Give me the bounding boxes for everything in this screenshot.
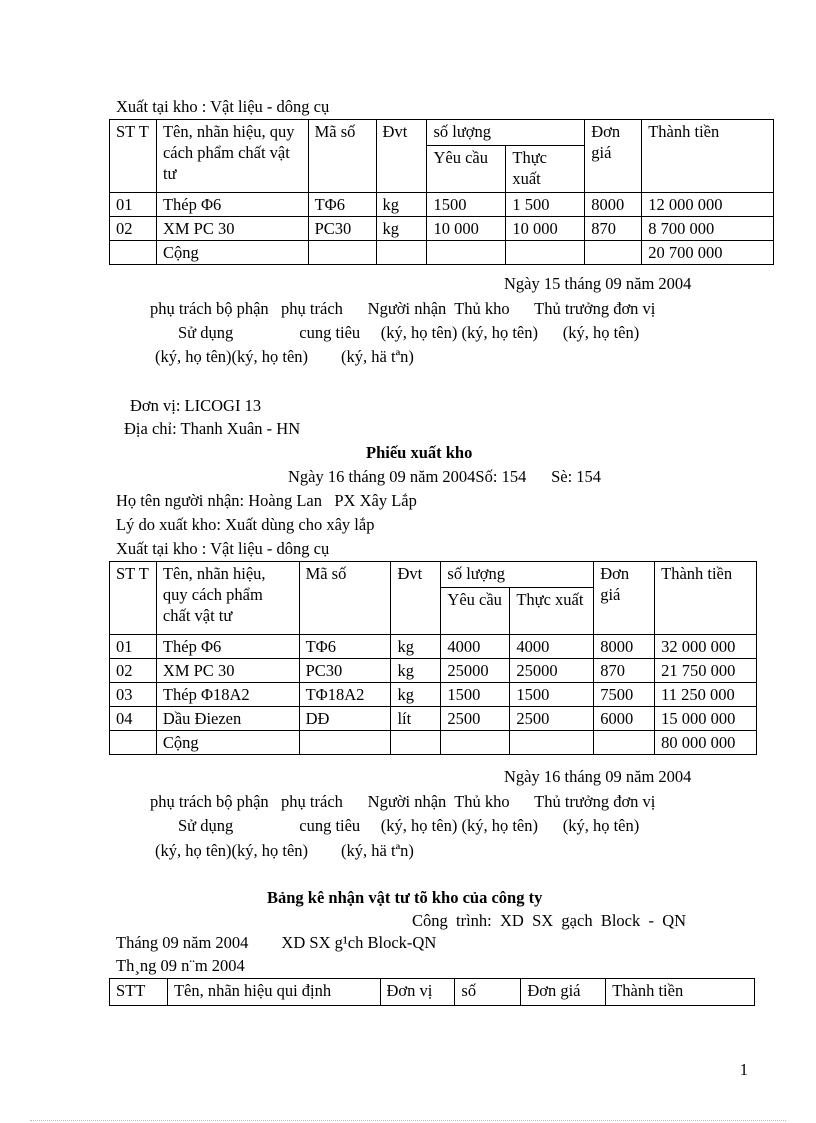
page-number: 1 [739, 1060, 748, 1079]
s1-th-dongia: Đơn giá [585, 120, 642, 193]
s2-th-dongia: Đơn giá [594, 562, 655, 635]
s1-date: Ngày 15 tháng 09 năm 2004 [504, 274, 692, 293]
cell-stt: 01 [110, 193, 157, 217]
s2-date-line: Ngày 16 tháng 09 năm 2004Số: 154 Sè: 154 [288, 467, 602, 486]
s2-th-thanhtien: Thành tiền [655, 562, 757, 635]
s2-nguoi-nhan: Họ tên người nhận: Hoàng Lan PX Xây Lắp [116, 491, 417, 510]
s2-th-ma: Mã số [299, 562, 391, 635]
cell-tx: 1500 [510, 683, 594, 707]
cell-tx: 10 000 [506, 217, 585, 241]
cell-yc [441, 731, 510, 755]
cell-dg [594, 731, 655, 755]
cell-yc: 2500 [441, 707, 510, 731]
cell-stt: 03 [110, 683, 157, 707]
cell-yc: 1500 [441, 683, 510, 707]
s3-th-so: số [455, 979, 521, 1006]
cell-tx [510, 731, 594, 755]
s1-th-ten: Tên, nhãn hiệu, quy cách phẩm chất vật tư [156, 120, 308, 193]
cell-tt: 15 000 000 [655, 707, 757, 731]
cell-tt: 21 750 000 [655, 659, 757, 683]
s2-sig-line1: phụ trách bộ phận phụ trách Người nhận Thủ kho Thủ trưởng đơn vị [150, 792, 656, 811]
s2-th-yeucau: Yêu cầu [441, 588, 510, 635]
table-row [110, 683, 757, 707]
s1-th-ma: Mã số [308, 120, 376, 193]
s1-table [109, 119, 774, 265]
cell-ten: Dầu Điezen [156, 707, 299, 731]
s2-th-thucxuat: Thực xuất [510, 588, 594, 635]
cell-dvt [391, 731, 441, 755]
cell-ma [308, 241, 376, 265]
cell-ma: TΦ6 [308, 193, 376, 217]
s2-date: Ngày 16 tháng 09 năm 2004 [504, 767, 692, 786]
cell-stt: 02 [110, 659, 157, 683]
cell-ten: Thép Φ6 [156, 635, 299, 659]
table-row [110, 659, 757, 683]
cell-tx: 1 500 [506, 193, 585, 217]
cell-ten: Thép Φ6 [156, 193, 308, 217]
cell-tt: 20 700 000 [642, 241, 774, 265]
cell-tx: 25000 [510, 659, 594, 683]
s1-th-thucxuat: Thực xuất [506, 146, 585, 193]
s2-th-stt: ST T [110, 562, 157, 635]
cell-stt: 01 [110, 635, 157, 659]
table-row [110, 217, 774, 241]
s2-sig-line3: (ký, họ tên)(ký, họ tên) (ký, hä tªn) [155, 841, 414, 860]
s2-title: Phiếu xuất kho [366, 443, 473, 462]
table-row [110, 707, 757, 731]
cell-dg: 870 [585, 217, 642, 241]
s3-title: Bảng kê nhận vật tư tõ kho của công ty [267, 888, 543, 907]
cell-stt [110, 241, 157, 265]
cell-yc: 4000 [441, 635, 510, 659]
cell-tt: 12 000 000 [642, 193, 774, 217]
cell-dvt: kg [376, 217, 427, 241]
cell-dvt [376, 241, 427, 265]
s2-th-ten: Tên, nhãn hiệu, quy cách phẩm chất vật tư [156, 562, 299, 635]
cell-stt: 02 [110, 217, 157, 241]
cell-tt: 80 000 000 [655, 731, 757, 755]
cell-dg: 870 [594, 659, 655, 683]
s1-th-soluong: số lượng [427, 120, 585, 146]
cell-ma: PC30 [299, 659, 391, 683]
s3-th-donvi: Đơn vị [380, 979, 455, 1006]
s2-th-dvt: Đvt [391, 562, 441, 635]
s1-xuat-tai-kho: Xuất tại kho : Vật liệu - dông cụ [116, 97, 330, 116]
table-row [110, 193, 774, 217]
cell-dg: 6000 [594, 707, 655, 731]
s1-sig-line1: phụ trách bộ phận phụ trách Người nhận Thủ kho Thủ trưởng đơn vị [150, 299, 656, 318]
s2-ly-do: Lý do xuất kho: Xuất dùng cho xây lắp [116, 515, 375, 534]
s3-thang2: Th¸ng 09 n¨m 2004 [116, 956, 245, 975]
cell-dg: 7500 [594, 683, 655, 707]
cell-ten: XM PC 30 [156, 659, 299, 683]
s1-th-yeucau: Yêu cầu [427, 146, 506, 193]
cell-dg: 8000 [585, 193, 642, 217]
s1-th-dvt: Đvt [376, 120, 427, 193]
s1-sig-line2: Sử dụng cung tiêu (ký, họ tên) (ký, họ tên) (ký, họ tên) [178, 323, 640, 342]
cell-tx: 4000 [510, 635, 594, 659]
s1-th-thanhtien: Thành tiền [642, 120, 774, 193]
cell-dg [585, 241, 642, 265]
cell-dvt: kg [391, 635, 441, 659]
s3-th-stt: STT [110, 979, 168, 1006]
s3-th-dongia: Đơn giá [521, 979, 606, 1006]
cell-dvt: lít [391, 707, 441, 731]
s2-table [109, 561, 757, 755]
cell-ma: PC30 [308, 217, 376, 241]
cell-tt: 11 250 000 [655, 683, 757, 707]
cell-dvt: kg [391, 659, 441, 683]
s2-th-soluong: số lượng [441, 562, 594, 588]
s2-dia-chi: Địa chỉ: Thanh Xuân - HN [124, 419, 301, 438]
s3-th-thanhtien: Thành tiền [606, 979, 755, 1006]
cell-ten: Thép Φ18A2 [156, 683, 299, 707]
s3-table [109, 978, 755, 1006]
s1-th-stt: ST T [110, 120, 157, 193]
cell-yc: 25000 [441, 659, 510, 683]
s2-don-vi: Đơn vị: LICOGI 13 [130, 396, 262, 415]
cell-yc: 10 000 [427, 217, 506, 241]
cell-dvt: kg [391, 683, 441, 707]
s3-thang1: Tháng 09 năm 2004 XD SX g¹ch Block-QN [116, 933, 437, 952]
cell-yc: 1500 [427, 193, 506, 217]
s2-sig-line2: Sử dụng cung tiêu (ký, họ tên) (ký, họ tên) (ký, họ tên) [178, 816, 640, 835]
cell-ma: TΦ18A2 [299, 683, 391, 707]
footer-dotted-line [30, 1120, 786, 1121]
cell-yc [427, 241, 506, 265]
cell-ten: Cộng [156, 731, 299, 755]
cell-dvt: kg [376, 193, 427, 217]
s1-sig-line3: (ký, họ tên)(ký, họ tên) (ký, hä tªn) [155, 347, 414, 366]
cell-tt: 32 000 000 [655, 635, 757, 659]
cell-ma [299, 731, 391, 755]
table-row-total [110, 241, 774, 265]
table-row-total [110, 731, 757, 755]
cell-ten: XM PC 30 [156, 217, 308, 241]
cell-ma: TΦ6 [299, 635, 391, 659]
cell-ma: DĐ [299, 707, 391, 731]
cell-tt: 8 700 000 [642, 217, 774, 241]
s2-xuat-tai-kho: Xuất tại kho : Vật liệu - dông cụ [116, 539, 330, 558]
cell-ten: Cộng [156, 241, 308, 265]
table-row [110, 635, 757, 659]
cell-stt [110, 731, 157, 755]
s3-cong-trinh: Công trình: XD SX gạch Block - QN [412, 911, 687, 930]
cell-stt: 04 [110, 707, 157, 731]
cell-dg: 8000 [594, 635, 655, 659]
cell-tx [506, 241, 585, 265]
s3-th-ten: Tên, nhãn hiệu qui định [167, 979, 380, 1006]
cell-tx: 2500 [510, 707, 594, 731]
